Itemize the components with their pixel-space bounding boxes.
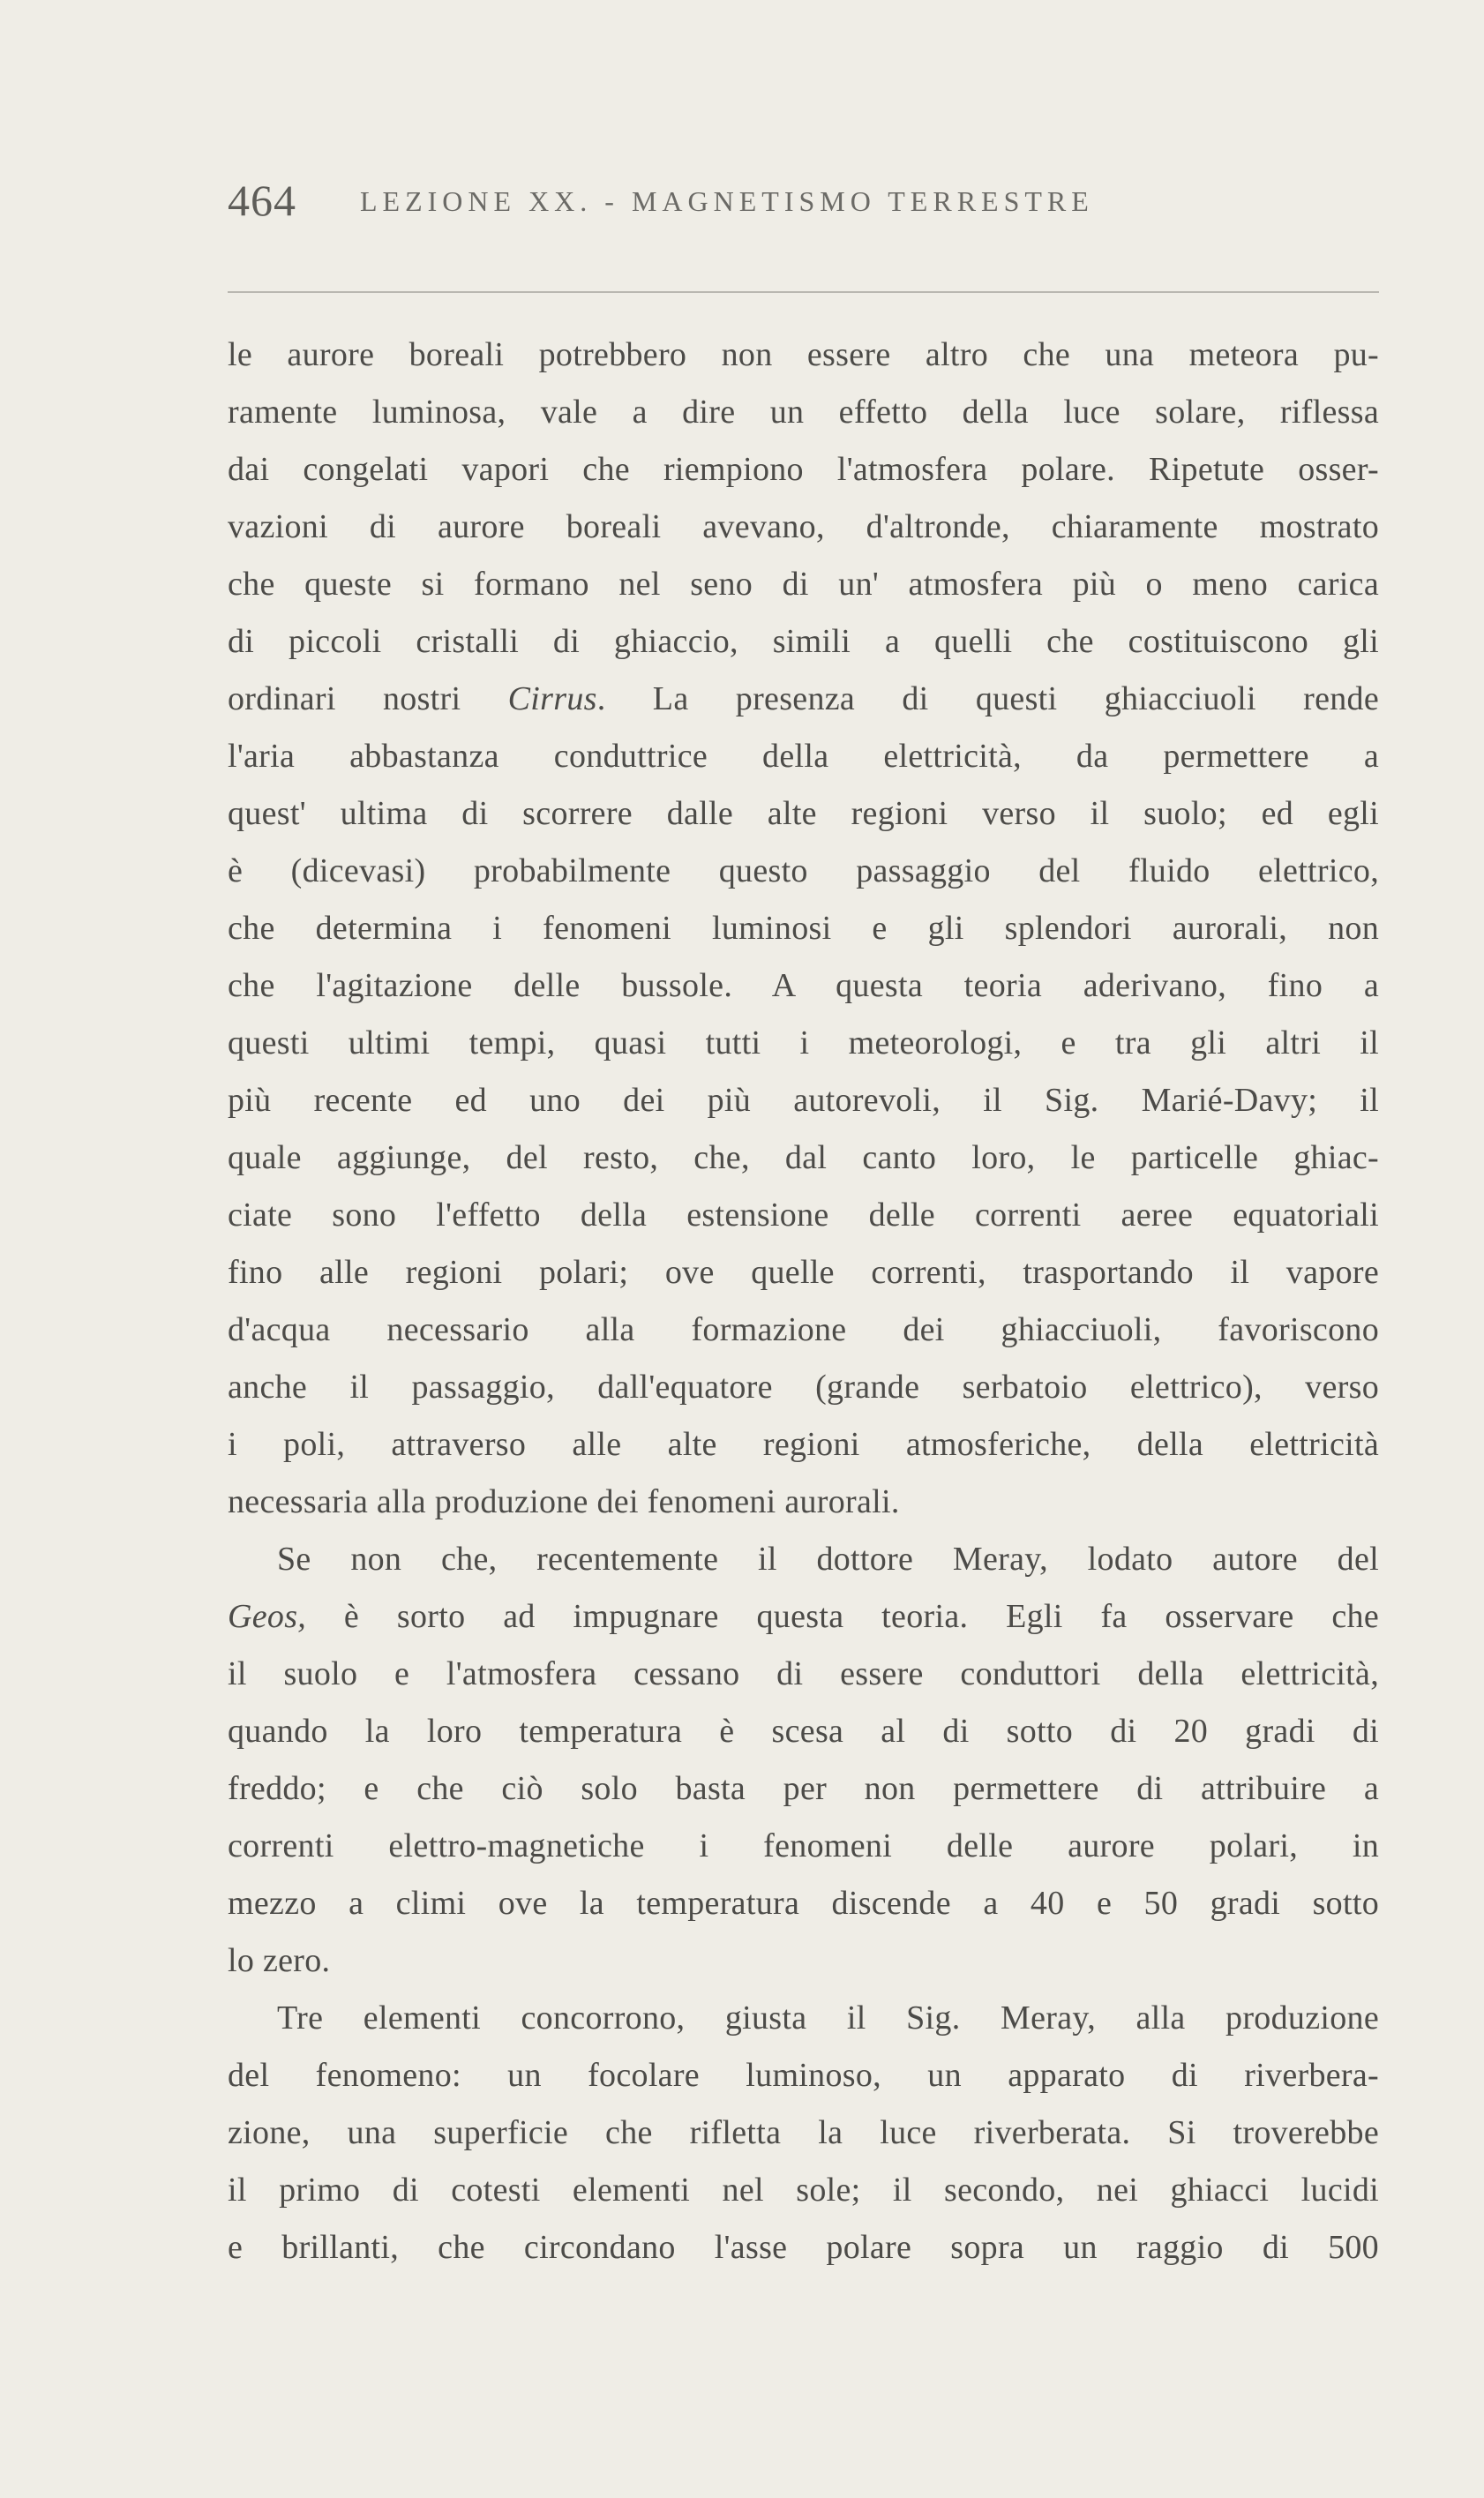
text-line: del fenomeno: un focolare luminoso, un apparato di riverbera- <box>228 2057 1379 2094</box>
paragraph-2 <box>228 1531 1379 1990</box>
text-line <box>228 1588 1379 1646</box>
italic-term: Cirrus <box>507 680 597 717</box>
text-line: e brillanti, che circondano l'asse polare sopra un raggio di 500 <box>228 2229 1379 2266</box>
text-line: di piccoli cristalli di ghiaccio, simili a quelli che costituiscono gli <box>228 623 1379 660</box>
text-segment: . La presenza di questi ghiacciuoli rende <box>596 680 1379 717</box>
text-line: è (dicevasi) probabilmente questo passaggio del fluido elettrico, <box>228 852 1379 889</box>
paragraph-1 <box>228 326 1379 1531</box>
text-line: correnti elettro-magnetiche i fenomeni delle aurore polari, in <box>228 1827 1379 1864</box>
text-line: anche il passaggio, dall'equatore (grande serbatoio elettrico), verso <box>228 1369 1379 1406</box>
text-line: zione, una superficie che rifletta la luce riverberata. Si troverebbe <box>228 2114 1379 2151</box>
text-line: mezzo a climi ove la temperatura discende a 40 e 50 gradi sotto <box>228 1885 1379 1922</box>
text-line: lo zero. <box>228 1942 331 1979</box>
text-line: il primo di cotesti elementi nel sole; il secondo, nei ghiacci lucidi <box>228 2172 1379 2209</box>
text-line: il suolo e l'atmosfera cessano di essere conduttori della elettricità, <box>228 1655 1379 1692</box>
text-segment: ordinari nostri <box>228 680 508 717</box>
text-line: ciate sono l'effetto della estensione delle correnti aeree equatoriali <box>228 1196 1379 1234</box>
text-line: questi ultimi tempi, quasi tutti i meteorologi, e tra gli altri il <box>228 1024 1379 1061</box>
text-line: quando la loro temperatura è scesa al di sotto di 20 gradi di <box>228 1713 1379 1750</box>
text-line: quale aggiunge, del resto, che, dal canto loro, le particelle ghiac- <box>228 1139 1379 1176</box>
text-segment: è sorto ad impugnare questa teoria. Egli fa osservare che <box>306 1598 1379 1635</box>
text-line: Se non che, recentemente il dottore Meray, lodato autore del <box>277 1541 1379 1578</box>
body-text <box>228 326 1379 2277</box>
text-line: d'acqua necessario alla formazione dei ghiacciuoli, favoriscono <box>228 1311 1379 1348</box>
page-header <box>228 175 1379 236</box>
text-line <box>228 671 1379 728</box>
text-line: l'aria abbastanza conduttrice della elettricità, da permettere a <box>228 738 1379 775</box>
text-line: dai congelati vapori che riempiono l'atmosfera polare. Ripetute osser- <box>228 451 1379 488</box>
text-line: che queste si formano nel seno di un' atmosfera più o meno carica <box>228 566 1379 603</box>
paragraph-3 <box>228 1990 1379 2277</box>
text-line: freddo; e che ciò solo basta per non permettere di attribuire a <box>228 1770 1379 1807</box>
text-line: le aurore boreali potrebbero non essere altro che una meteora pu- <box>228 336 1379 373</box>
running-head: LEZIONE XX. - MAGNETISMO TERRESTRE <box>360 185 1094 217</box>
header-rule <box>228 291 1379 293</box>
italic-term: Geos, <box>228 1598 307 1635</box>
text-line: più recente ed uno dei più autorevoli, il Sig. Marié-Davy; il <box>228 1082 1379 1119</box>
text-line: fino alle regioni polari; ove quelle correnti, trasportando il vapore <box>228 1254 1379 1291</box>
text-line: che determina i fenomeni luminosi e gli splendori aurorali, non <box>228 910 1379 947</box>
text-line: che l'agitazione delle bussole. A questa teoria aderivano, fino a <box>228 967 1379 1004</box>
text-line: ramente luminosa, vale a dire un effetto della luce solare, riflessa <box>228 394 1379 431</box>
text-line: vazioni di aurore boreali avevano, d'altronde, chiaramente mostrato <box>228 508 1379 545</box>
text-line: i poli, attraverso alle alte regioni atmosferiche, della elettricità <box>228 1426 1379 1463</box>
text-line: quest' ultima di scorrere dalle alte regioni verso il suolo; ed egli <box>228 795 1379 832</box>
page-number: 464 <box>228 176 296 225</box>
text-line: Tre elementi concorrono, giusta il Sig. Meray, alla produzione <box>277 1999 1379 2037</box>
text-line: necessaria alla produzione dei fenomeni aurorali. <box>228 1483 900 1520</box>
